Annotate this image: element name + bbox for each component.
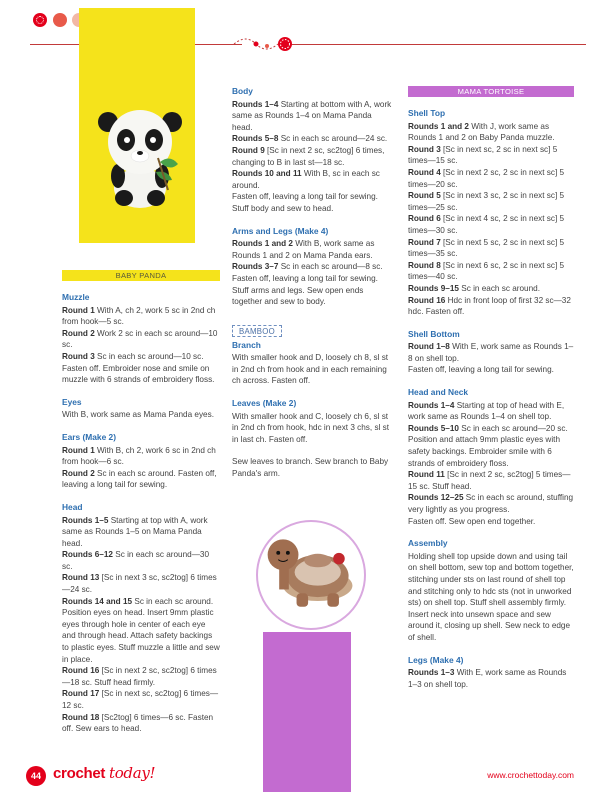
section-banner: BABY PANDA [62, 270, 220, 281]
round-label: Round 7 [408, 237, 441, 247]
instruction-line [62, 572, 220, 595]
baby-panda-photo [88, 100, 192, 210]
stitch-ornament-icon [232, 32, 302, 54]
instruction-text: Sc in each sc around—24 sc. [278, 134, 388, 144]
instruction-text: With smaller hook and D, loosely ch 8, sl st in 2nd ch from hook and in each remaining ch across. Fasten off. [232, 353, 389, 386]
instruction-text: [Sc in next sc, sc2tog] 6 times—12 sc. [62, 689, 219, 710]
instruction-line [408, 667, 574, 690]
instruction-line [408, 213, 574, 236]
pattern-section [62, 292, 220, 386]
section-heading: Head and Neck [408, 387, 469, 398]
round-label: Rounds 1–4 [408, 400, 455, 410]
section-heading: Muzzle [62, 292, 90, 302]
pattern-section [408, 387, 574, 527]
section-banner: MAMA TORTOISE [408, 86, 574, 97]
instruction-line [232, 456, 394, 479]
instruction-text: Sew leaves to branch. Sew branch to Baby Panda's arm. [232, 457, 389, 479]
instruction-line [232, 238, 394, 261]
website-url[interactable]: www.crochettoday.com [487, 770, 574, 780]
instruction-line [232, 133, 394, 145]
column-mama-tortoise [408, 86, 574, 701]
round-label: Rounds 10 and 11 [232, 169, 302, 179]
round-label: Rounds 3–7 [232, 262, 279, 272]
instruction-line [408, 469, 574, 492]
logo-word: today! [108, 764, 156, 782]
instruction-text: [Sc in next 2 sc, sc2tog] 6 times, changing to B in last st—18 sc. [232, 145, 385, 167]
instruction-line [62, 688, 220, 711]
pattern-section [232, 86, 394, 215]
round-label: Round 4 [408, 167, 441, 177]
pattern-section [62, 502, 220, 735]
instruction-line [232, 261, 394, 307]
instruction-text: Starting at top with A, work same as Rounds 1–5 on Mama Panda head. [62, 515, 208, 548]
section-heading: Shell Bottom [408, 328, 460, 339]
instruction-text: Sc in each sc around—30 sc. [62, 550, 209, 571]
round-label: Round 1–8 [408, 342, 450, 352]
round-label: Rounds 5–8 [232, 134, 279, 144]
instruction-text: With B, ch 2, work 6 sc in 2nd ch from hook—6 sc. [62, 445, 216, 467]
round-label: Round 1 [62, 445, 95, 455]
instruction-text: [Sc2tog] 6 times—6 sc. Fasten off. Sew ears to head. [62, 712, 214, 734]
instruction-line [408, 341, 574, 364]
round-label: Round 5 [408, 191, 441, 201]
round-label: Rounds 1–5 [62, 515, 109, 525]
instruction-text: With E, work same as Rounds 1–3 on shell top. [408, 668, 567, 689]
instruction-text: [Sc in next sc, 2 sc in next sc] 5 times—15 sc. [408, 144, 558, 166]
instruction-line [62, 468, 220, 491]
round-label: Rounds 12–25 [408, 493, 464, 503]
instruction-line [62, 409, 220, 421]
round-label: Round 11 [408, 470, 445, 480]
round-label: Round 1 [62, 305, 95, 315]
section-heading: Branch [232, 339, 261, 350]
round-label: Round 9 [232, 145, 265, 155]
round-label: Rounds 6–12 [62, 550, 113, 560]
instruction-line [408, 423, 574, 469]
instruction-line [62, 328, 220, 351]
pattern-section [232, 398, 394, 445]
pattern-section [408, 655, 574, 691]
round-label: Rounds 5–10 [408, 423, 459, 433]
instruction-text: Sc in each sc around—10 sc. Fasten off. Embroider nose and smile on muzzle with 6 strands of embroidery floss. [62, 351, 215, 385]
instruction-line [408, 364, 574, 376]
pattern-section [62, 432, 220, 491]
instruction-text: [Sc in next 5 sc, 2 sc in next sc] 5 times—35 sc. [408, 237, 565, 259]
round-label: Round 3 [62, 351, 95, 361]
instruction-text: [Sc in next 2 sc, sc2tog] 5 times—15 sc. Stuff head. [408, 470, 571, 491]
section-banner: BAMBOO [232, 325, 282, 337]
instruction-line [232, 191, 394, 214]
round-label: Round 13 [62, 573, 100, 583]
pattern-section [408, 329, 574, 376]
section-heading: Arms and Legs (Make 4) [232, 225, 329, 236]
instruction-line [408, 260, 574, 283]
instruction-text: Work 2 sc in each sc around—10 sc. [62, 328, 218, 350]
section-heading: Eyes [62, 396, 82, 407]
round-label: Rounds 14 and 15 [62, 596, 133, 606]
instruction-text: With J, work same as Rounds 1 and 2 on Baby Panda muzzle. [408, 121, 555, 143]
instruction-text: [Sc in next 3 sc, sc2tog] 6 times—24 sc. [62, 573, 217, 595]
instruction-text: With A, ch 2, work 5 sc in 2nd ch from hook—5 sc. [62, 305, 216, 327]
pattern-section [232, 340, 394, 387]
round-label: Round 16 [408, 295, 446, 305]
instruction-line [62, 305, 220, 328]
logo-word: crochet [53, 765, 106, 782]
instruction-text: Hdc in front loop of first 32 sc—32 hdc. Fasten off. [408, 295, 571, 317]
instruction-line [232, 411, 394, 446]
instruction-line [408, 167, 574, 190]
pattern-section [232, 226, 394, 308]
section-heading: Legs (Make 4) [408, 654, 464, 665]
instruction-line [408, 295, 574, 318]
instruction-text: With smaller hook and C, loosely ch 6, sl st in 2nd ch from hook, hdc in next 3 chs, sl st in last ch. Fasten off. [232, 411, 390, 444]
section-heading: Assembly [408, 538, 448, 549]
instruction-line [62, 549, 220, 572]
round-label: Rounds 1–3 [408, 668, 455, 678]
round-label: Rounds 1 and 2 [232, 239, 293, 249]
pattern-section [408, 108, 574, 318]
round-label: Rounds 9–15 [408, 283, 459, 293]
round-label: Rounds 1 and 2 [408, 121, 469, 131]
instruction-text: [Sc in next 2 sc, sc2tog] 6 times—18 sc. Stuff head firmly. [62, 666, 217, 687]
round-label: Round 6 [408, 214, 441, 224]
instruction-text: Holding shell top upside down and using tail on shell bottom, sew top and bottom together, stitching under sts on last round of shell top and stitching only to hdc sts (not in unworked sts) on shell top. Stuff shell assembly firmly. Insert neck into unsewn space and sew around it, closing up shell. Sew neck to edge of shell. [408, 551, 574, 642]
instruction-line [232, 352, 394, 387]
mama-tortoise-photo [256, 520, 366, 630]
instruction-line [408, 516, 574, 528]
instruction-line [408, 121, 574, 144]
instruction-text: With E, work same as Rounds 1–8 on shell top. [408, 342, 574, 363]
instruction-line [62, 712, 220, 735]
instruction-text: With B, work same as Mama Panda eyes. [62, 410, 214, 420]
pattern-section [232, 456, 394, 479]
instruction-line [408, 144, 574, 167]
magazine-logo [53, 764, 155, 782]
round-label: Round 2 [62, 468, 95, 478]
section-heading: Ears (Make 2) [62, 431, 116, 442]
instruction-text: Sc in each sc around. Position eyes on head. Insert 9mm plastic eyes through hole in center of each eye and through head. Attach safety backings to plastic eyes. Stuff muzzle a little and sew in place. [62, 596, 220, 664]
section-heading: Shell Top [408, 108, 446, 118]
header-dot-icon [33, 13, 47, 27]
pattern-section [408, 538, 574, 643]
round-label: Round 8 [408, 260, 441, 270]
instruction-line [232, 168, 394, 191]
round-label: Round 3 [408, 144, 441, 154]
column-body-bamboo [232, 86, 394, 491]
section-heading: Leaves (Make 2) [232, 398, 297, 409]
section-heading: Body [232, 86, 253, 96]
instruction-line [408, 551, 574, 644]
instruction-text: Sc in each sc around, stuffing very lightly as you progress. [408, 493, 574, 514]
header-dot-icon [53, 13, 67, 27]
page-number: 44 [26, 766, 46, 786]
instruction-line [232, 145, 394, 168]
instruction-text: Starting at bottom with A, work same as Rounds 1–4 on Mama Panda head. [232, 99, 392, 132]
instruction-line [62, 445, 220, 468]
instruction-line [408, 492, 574, 515]
instruction-line [408, 237, 574, 260]
round-label: Round 16 [62, 666, 100, 676]
instruction-text: [Sc in next 2 sc, 2 sc in next sc] 5 times—20 sc. [408, 167, 565, 189]
header-rule [290, 44, 586, 45]
instruction-text: Sc in each sc around—8 sc. Fasten off, leaving a long tail for sewing. Stuff arms and legs. Sew open ends together and sew to body. [232, 262, 383, 307]
instruction-line [62, 515, 220, 550]
instruction-line [62, 665, 220, 688]
instruction-text: Sc in each sc around. Fasten off, leaving a long tail for sewing. [62, 468, 217, 490]
instruction-text: [Sc in next 6 sc, 2 sc in next sc] 5 times—40 sc. [408, 260, 565, 282]
instruction-text: With B, work same as Rounds 1 and 2 on Mama Panda ears. [232, 239, 375, 260]
instruction-text: Sc in each sc around—20 sc. Position and attach 9mm plastic eyes with safety backings. Embroider smile with 6 strands of embroidery floss. [408, 423, 568, 468]
pattern-section [62, 397, 220, 421]
instruction-line [62, 351, 220, 386]
instruction-text: Fasten off. Sew open end together. [408, 516, 536, 526]
round-label: Round 18 [62, 712, 100, 722]
instruction-line [408, 190, 574, 213]
round-label: Round 17 [62, 689, 100, 699]
instruction-text: Sc in each sc around. [458, 283, 540, 293]
instruction-line [408, 283, 574, 295]
instruction-line [408, 400, 574, 423]
decorative-purple-bar [263, 632, 351, 792]
instruction-text: [Sc in next 3 sc, 2 sc in next sc] 5 times—25 sc. [408, 191, 565, 212]
instruction-line [62, 596, 220, 666]
column-baby-panda [62, 270, 220, 746]
instruction-text: Fasten off, leaving a long tail for sewing. [408, 365, 554, 375]
instruction-text: [Sc in next 4 sc, 2 sc in next sc] 5 times—30 sc. [408, 214, 565, 235]
instruction-line [232, 99, 394, 134]
round-label: Rounds 1–4 [232, 99, 279, 109]
instruction-text: With B, sc in each sc around. [232, 169, 380, 190]
section-heading: Head [62, 501, 83, 512]
instruction-text: Fasten off, leaving a long tail for sewing. Stuff body and sew to head. [232, 192, 378, 213]
round-label: Round 2 [62, 328, 95, 338]
instruction-text: Starting at top of head with E, work same as Rounds 1–4 on shell top. [408, 400, 565, 422]
